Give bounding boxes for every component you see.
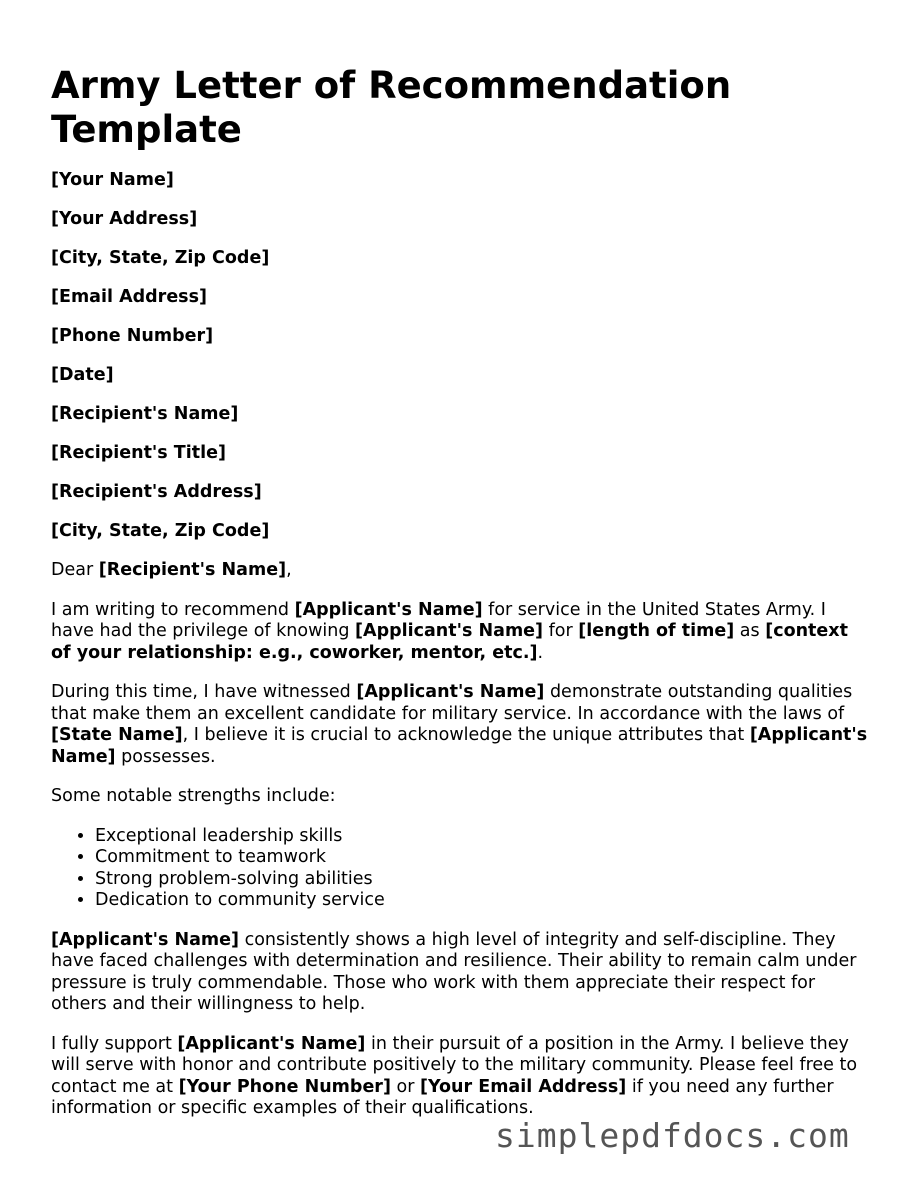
salutation-suffix: , (286, 560, 292, 580)
recipient-address: [Recipient's Address] (51, 482, 262, 502)
letter-date: [Date] (51, 365, 114, 385)
placeholder-length-of-time: [length of time] (578, 621, 735, 641)
sender-address: [Your Address] (51, 209, 198, 229)
salutation-prefix: Dear (51, 560, 99, 580)
paragraph-integrity (51, 930, 871, 1016)
page-title (51, 64, 871, 152)
placeholder-email-address: [Your Email Address] (419, 1076, 627, 1097)
title-line-2: Template (51, 108, 242, 151)
text: for (543, 621, 579, 641)
salutation (51, 560, 871, 582)
list-item: • Commitment to teamwork (95, 847, 871, 869)
text: I fully support (51, 1033, 178, 1054)
text: I am writing to recommend (51, 599, 295, 620)
text: or (390, 1076, 420, 1097)
recipient-name: [Recipient's Name] (51, 404, 239, 424)
text: consistently shows a high level of integrity and self-discipline. They have faced challenges with determination and resilience. Their ability to remain calm under pressure is truly commendable. Those who work with them appreciate their respect for others and their willingness to help. (51, 929, 857, 1014)
placeholder-applicant-name: [Applicant's Name] (51, 725, 868, 767)
paragraph-intro (51, 600, 871, 665)
strengths-list (51, 826, 871, 912)
paragraph-qualities (51, 682, 871, 768)
placeholder-applicant-name: [Applicant's Name] (294, 599, 483, 620)
letter-page (51, 64, 871, 1138)
sender-phone: [Phone Number] (51, 326, 214, 346)
text: , I believe it is crucial to acknowledge the unique attributes that (182, 725, 750, 745)
watermark: simplepdfdocs.com (495, 1116, 850, 1155)
list-item: • Strong problem-solving abilities (95, 869, 871, 891)
text: . (537, 642, 544, 663)
text: for service in the United States Army. I have had the privilege of knowing (51, 599, 826, 641)
placeholder-relationship: [context of your relationship: e.g., coworker, mentor, etc.] (51, 621, 848, 663)
paragraph-support (51, 1034, 871, 1120)
text: in their pursuit of a position in the Army. I believe they will serve with honor and contribute positively to the military community. Please feel free to contact me at (51, 1033, 858, 1097)
placeholder-applicant-name: [Applicant's Name] (51, 929, 240, 950)
placeholder-state-name: [State Name] (51, 725, 183, 745)
list-item: • Dedication to community service (95, 890, 871, 912)
title-line-1: Army Letter of Recommendation (51, 64, 732, 107)
sender-city-state-zip: [City, State, Zip Code] (51, 248, 270, 268)
placeholder-phone-number: [Your Phone Number] (178, 1076, 391, 1097)
placeholder-applicant-name: [Applicant's Name] (177, 1033, 366, 1054)
recipient-title: [Recipient's Title] (51, 443, 226, 463)
text: if you need any further information or specific examples of their qualifications. (51, 1076, 834, 1118)
text: During this time, I have witnessed (51, 682, 357, 702)
sender-email: [Email Address] (51, 287, 208, 307)
strengths-intro: Some notable strengths include: (51, 786, 336, 806)
recipient-city-state-zip: [City, State, Zip Code] (51, 521, 270, 541)
sender-name: [Your Name] (51, 170, 174, 190)
placeholder-applicant-name: [Applicant's Name] (355, 621, 544, 641)
placeholder-applicant-name: [Applicant's Name] (356, 682, 545, 702)
list-item: • Exceptional leadership skills (95, 826, 871, 848)
text: as (734, 621, 766, 641)
salutation-name: [Recipient's Name] (98, 560, 287, 580)
text: possesses. (115, 746, 216, 767)
text: demonstrate outstanding qualities that make them an excellent candidate for military service. In accordance with the laws of (51, 682, 853, 724)
